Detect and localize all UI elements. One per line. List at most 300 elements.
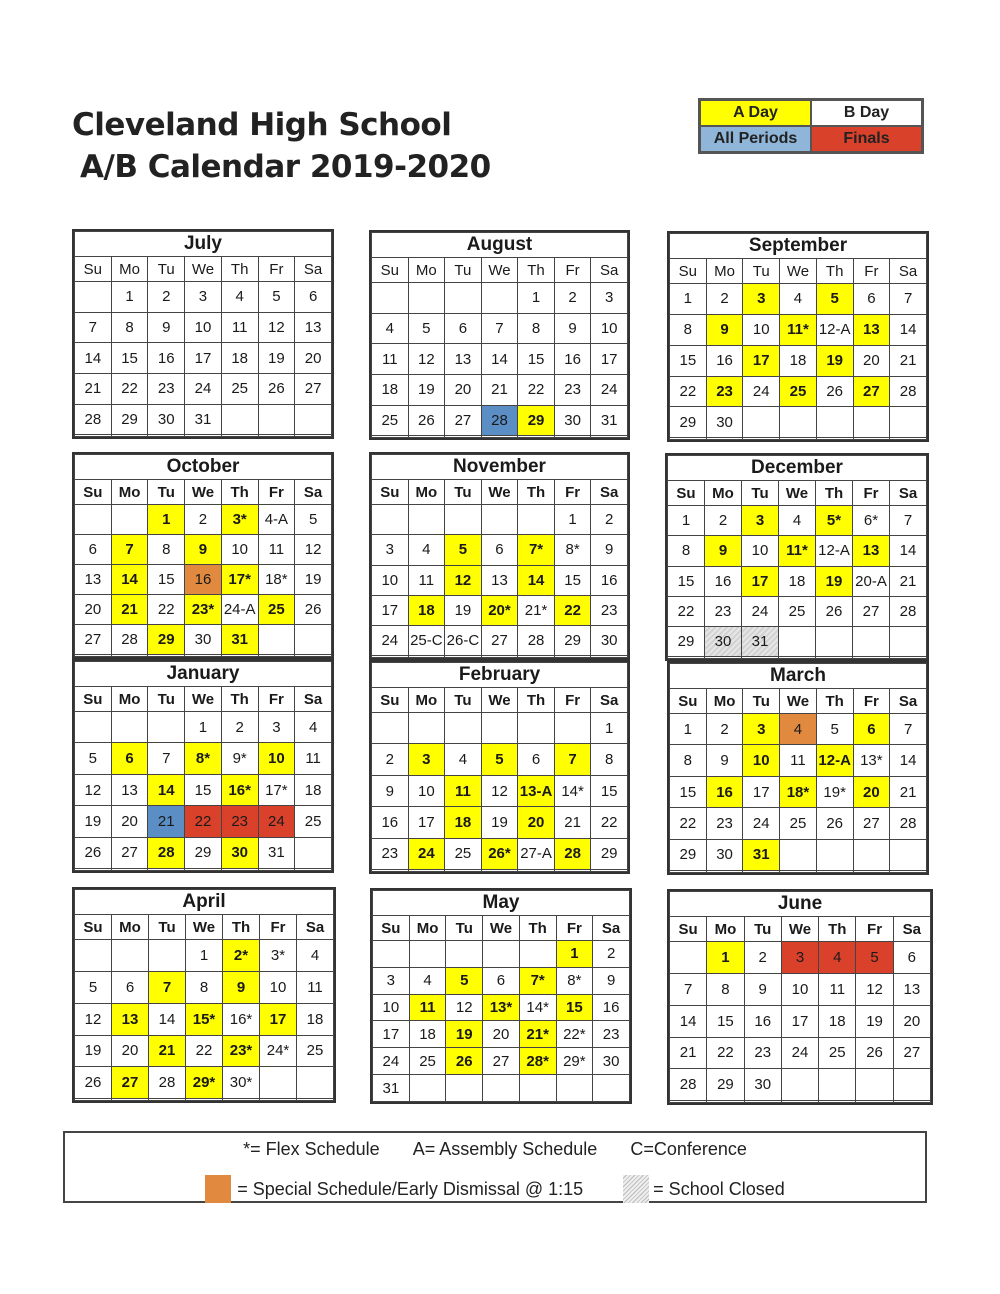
day-cell: 8 <box>707 973 744 1005</box>
day-cell: 19 <box>258 343 295 374</box>
day-cell: 26 <box>446 1048 483 1075</box>
empty-cell <box>591 436 628 438</box>
day-cell: 3 <box>372 535 409 565</box>
key-finals: Finals <box>811 126 922 152</box>
day-cell: 4 <box>819 942 856 974</box>
special-schedule-swatch <box>205 1175 231 1203</box>
day-cell: 18 <box>297 1003 334 1035</box>
week-row <box>372 535 628 565</box>
day-cell: 19 <box>856 1005 893 1037</box>
week-row <box>670 376 927 407</box>
week-row <box>670 942 931 974</box>
empty-cell <box>554 656 591 658</box>
day-cell: 14 <box>148 774 185 805</box>
day-cell: 25 <box>409 1048 446 1075</box>
week-row <box>670 407 927 438</box>
empty-cell <box>518 436 555 438</box>
day-cell: 9 <box>185 535 222 565</box>
weekday-header: We <box>779 481 816 506</box>
week-row <box>670 973 931 1005</box>
weekday-header: We <box>481 480 518 505</box>
day-cell: 9 <box>372 775 409 806</box>
day-cell: 21 <box>75 373 112 404</box>
day-cell: 3 <box>781 942 818 974</box>
weekday-header: Th <box>819 917 856 942</box>
day-cell: 6 <box>483 967 520 994</box>
empty-cell <box>780 871 817 873</box>
day-cell: 7 <box>149 971 186 1003</box>
symbol-legend <box>63 1131 927 1203</box>
day-cell: 23 <box>221 806 258 837</box>
day-cell: 17 <box>781 1005 818 1037</box>
empty-cell <box>556 1075 593 1102</box>
day-cell: 18 <box>445 807 482 838</box>
day-cell: 20 <box>853 776 890 807</box>
weekday-header: Sa <box>295 687 332 712</box>
day-cell: 22 <box>148 595 185 625</box>
weekday-header: Su <box>670 259 707 284</box>
week-row <box>373 967 630 994</box>
empty-cell <box>816 627 853 657</box>
day-cell: 14 <box>890 314 927 345</box>
week-row <box>668 566 927 596</box>
day-cell: 28 <box>149 1067 186 1099</box>
day-cell: 6 <box>481 535 518 565</box>
day-cell: 29 <box>185 837 222 868</box>
week-row <box>668 657 927 659</box>
day-cell: 16 <box>148 343 185 374</box>
day-cell: 4 <box>408 535 445 565</box>
empty-cell <box>112 940 149 972</box>
day-cell: 24 <box>743 376 780 407</box>
empty-cell <box>481 656 518 658</box>
day-cell: 1 <box>111 282 148 313</box>
week-row <box>75 312 332 343</box>
weekday-header: Su <box>372 480 409 505</box>
day-cell: 13 <box>295 312 332 343</box>
day-cell: 20* <box>481 595 518 625</box>
day-cell: 5 <box>258 282 295 313</box>
day-cell: 16 <box>706 345 743 376</box>
weekday-header: Sa <box>593 916 630 941</box>
empty-cell <box>148 655 185 657</box>
empty-cell <box>409 1075 446 1102</box>
day-cell: 19 <box>75 1035 112 1067</box>
month-calendar-january <box>72 659 334 873</box>
day-cell: 13* <box>483 994 520 1021</box>
week-row <box>75 595 332 625</box>
day-cell: 23 <box>706 376 743 407</box>
day-cell: 28 <box>481 405 518 436</box>
empty-cell <box>890 839 927 870</box>
day-cell: 31 <box>591 405 628 436</box>
week-row <box>372 595 628 625</box>
day-cell: 1 <box>591 713 628 744</box>
day-cell: 5 <box>816 284 853 315</box>
day-cell: 30 <box>705 627 742 657</box>
weekday-header: Sa <box>893 917 930 942</box>
empty-cell <box>554 713 591 744</box>
day-cell: 16 <box>591 565 628 595</box>
day-cell: 7 <box>111 535 148 565</box>
day-cell: 25 <box>297 1035 334 1067</box>
empty-cell <box>295 837 332 868</box>
day-cell: 11 <box>780 745 817 776</box>
day-cell: 7 <box>890 506 927 536</box>
day-cell: 22 <box>185 806 222 837</box>
day-cell: 22 <box>186 1035 223 1067</box>
empty-cell <box>445 713 482 744</box>
day-cell: 5 <box>408 313 445 344</box>
weekday-header: Sa <box>890 259 927 284</box>
week-row <box>75 435 332 437</box>
day-cell: 6 <box>111 743 148 774</box>
weekday-header: Mo <box>706 689 743 714</box>
week-row <box>75 404 332 435</box>
month-name: April <box>75 890 334 915</box>
empty-cell <box>408 870 445 872</box>
weekday-header: Su <box>75 257 112 282</box>
day-cell: 2 <box>705 506 742 536</box>
day-cell: 12 <box>481 775 518 806</box>
day-cell: 10 <box>185 312 222 343</box>
day-cell: 27 <box>893 1037 930 1069</box>
empty-cell <box>816 839 853 870</box>
month-grid <box>74 231 332 437</box>
week-row <box>372 775 628 806</box>
day-cell: 5 <box>816 714 853 745</box>
empty-cell <box>554 870 591 872</box>
month-calendar-september <box>667 231 929 442</box>
day-cell: 25 <box>372 405 409 436</box>
empty-cell <box>295 435 332 437</box>
empty-cell <box>445 505 482 535</box>
weekday-header: We <box>481 258 518 283</box>
day-cell: 3 <box>743 284 780 315</box>
day-cell: 5 <box>446 967 483 994</box>
day-cell: 1 <box>186 940 223 972</box>
empty-cell <box>221 655 258 657</box>
day-cell: 3 <box>742 506 779 536</box>
day-cell: 3 <box>591 283 628 314</box>
weekday-header: We <box>781 917 818 942</box>
day-cell: 29 <box>554 626 591 656</box>
week-row <box>372 283 628 314</box>
day-cell: 9 <box>744 973 781 1005</box>
day-cell: 18* <box>258 565 295 595</box>
empty-cell <box>670 942 707 974</box>
month-calendar-may <box>370 888 632 1104</box>
day-cell: 27 <box>111 837 148 868</box>
weekday-header: Sa <box>591 258 628 283</box>
day-cell: 10 <box>260 971 297 1003</box>
month-name: June <box>670 892 931 917</box>
empty-cell <box>781 1101 818 1103</box>
week-row <box>373 941 630 968</box>
weekday-header: Tu <box>149 915 186 940</box>
day-cell: 11 <box>819 973 856 1005</box>
day-cell: 1 <box>554 505 591 535</box>
day-cell: 28 <box>148 837 185 868</box>
day-cell: 11 <box>221 312 258 343</box>
weekday-header: Fr <box>258 480 295 505</box>
empty-cell <box>743 871 780 873</box>
month-name: November <box>372 455 628 480</box>
day-cell: 8 <box>591 744 628 775</box>
day-cell: 20 <box>445 374 482 405</box>
week-row <box>75 655 332 657</box>
week-row <box>372 505 628 535</box>
day-cell: 15* <box>186 1003 223 1035</box>
day-cell: 25 <box>780 376 817 407</box>
day-cell: 3 <box>258 712 295 743</box>
day-cell: 16 <box>744 1005 781 1037</box>
day-cell: 21 <box>111 595 148 625</box>
day-cell: 18 <box>408 595 445 625</box>
weekday-header: Su <box>75 480 112 505</box>
weekday-header: Mo <box>707 917 744 942</box>
week-row <box>372 807 628 838</box>
weekday-header: Tu <box>148 687 185 712</box>
week-row <box>670 871 927 873</box>
day-cell: 24 <box>408 838 445 869</box>
day-cell: 21 <box>890 566 927 596</box>
day-cell: 8* <box>556 967 593 994</box>
day-cell: 14 <box>111 565 148 595</box>
weekday-header: Th <box>816 481 853 506</box>
week-row <box>75 625 332 655</box>
day-cell: 3 <box>185 282 222 313</box>
day-cell: 6 <box>295 282 332 313</box>
day-cell: 9 <box>554 313 591 344</box>
day-cell: 19 <box>445 595 482 625</box>
weekday-header: Mo <box>111 687 148 712</box>
week-row <box>670 1101 931 1103</box>
day-cell: 31 <box>373 1075 410 1102</box>
empty-cell <box>149 1099 186 1101</box>
day-cell: 22* <box>556 1021 593 1048</box>
day-cell: 24 <box>743 808 780 839</box>
day-cell: 21* <box>518 595 555 625</box>
weekday-header: Fr <box>853 689 890 714</box>
legend-conference: C=Conference <box>630 1139 747 1159</box>
day-cell: 6 <box>75 535 112 565</box>
day-cell: 6* <box>853 506 890 536</box>
day-cell: 4 <box>295 712 332 743</box>
week-row <box>75 806 332 837</box>
empty-cell <box>816 438 853 440</box>
empty-cell <box>297 1067 334 1099</box>
empty-cell <box>149 940 186 972</box>
day-cell: 31 <box>743 839 780 870</box>
day-cell: 20 <box>111 806 148 837</box>
empty-cell <box>819 1101 856 1103</box>
day-cell: 1 <box>148 505 185 535</box>
empty-cell <box>75 869 112 871</box>
day-cell: 25 <box>445 838 482 869</box>
weekday-header: Th <box>221 257 258 282</box>
day-cell: 19 <box>75 806 112 837</box>
day-cell: 29 <box>707 1069 744 1101</box>
day-cell: 21* <box>519 1021 556 1048</box>
day-cell: 10 <box>408 775 445 806</box>
day-cell: 7 <box>75 312 112 343</box>
day-cell: 27 <box>112 1067 149 1099</box>
weekday-header: We <box>780 689 817 714</box>
day-cell: 8 <box>148 535 185 565</box>
empty-cell <box>853 871 890 873</box>
day-cell: 12-A <box>816 536 853 566</box>
empty-cell <box>519 1075 556 1102</box>
day-cell: 2 <box>744 942 781 974</box>
day-cell: 10 <box>743 745 780 776</box>
legend-assembly-schedule: A= Assembly Schedule <box>412 1139 598 1159</box>
weekday-header: Th <box>519 916 556 941</box>
day-cell: 18 <box>780 345 817 376</box>
day-cell: 21 <box>890 345 927 376</box>
day-cell: 24 <box>258 806 295 837</box>
empty-cell <box>445 283 482 314</box>
day-cell: 28* <box>519 1048 556 1075</box>
day-cell: 5 <box>481 744 518 775</box>
day-cell: 1 <box>707 942 744 974</box>
day-cell: 16 <box>372 807 409 838</box>
day-cell: 26 <box>816 596 853 626</box>
month-calendar-march <box>667 661 929 875</box>
day-cell: 22 <box>111 373 148 404</box>
empty-cell <box>554 436 591 438</box>
empty-cell <box>668 657 705 659</box>
empty-cell <box>221 869 258 871</box>
empty-cell <box>297 1099 334 1101</box>
weekday-header: Su <box>75 915 112 940</box>
month-name: February <box>372 663 628 688</box>
empty-cell <box>75 655 112 657</box>
weekday-header: Sa <box>295 257 332 282</box>
day-cell: 11 <box>258 535 295 565</box>
empty-cell <box>185 869 222 871</box>
day-cell: 4 <box>297 940 334 972</box>
week-row <box>75 343 332 374</box>
week-row <box>670 1069 931 1101</box>
week-row <box>373 1075 630 1102</box>
day-type-key <box>698 98 924 154</box>
legend-school-closed: = School Closed <box>653 1178 785 1199</box>
month-name: March <box>670 664 927 689</box>
day-cell: 15 <box>111 343 148 374</box>
day-cell: 29 <box>670 407 707 438</box>
day-cell: 2 <box>591 505 628 535</box>
day-cell: 20 <box>483 1021 520 1048</box>
day-cell: 15 <box>556 994 593 1021</box>
day-cell: 25 <box>295 806 332 837</box>
day-cell: 13 <box>893 973 930 1005</box>
day-cell: 8* <box>185 743 222 774</box>
day-cell: 18 <box>295 774 332 805</box>
empty-cell <box>780 407 817 438</box>
day-cell: 16* <box>221 774 258 805</box>
day-cell: 23 <box>706 808 743 839</box>
month-grid <box>669 233 927 440</box>
day-cell: 25 <box>779 596 816 626</box>
day-cell: 8 <box>668 536 705 566</box>
week-row <box>75 712 332 743</box>
day-cell: 20-A <box>853 566 890 596</box>
weekday-header: Su <box>373 916 410 941</box>
day-cell: 22 <box>591 807 628 838</box>
empty-cell <box>408 436 445 438</box>
day-cell: 22 <box>707 1037 744 1069</box>
empty-cell <box>372 713 409 744</box>
day-cell: 20 <box>853 345 890 376</box>
day-cell: 13 <box>112 1003 149 1035</box>
week-row <box>668 506 927 536</box>
day-cell: 7* <box>519 967 556 994</box>
day-cell: 7 <box>670 973 707 1005</box>
weekday-header: Tu <box>445 688 482 713</box>
empty-cell <box>780 438 817 440</box>
week-row <box>670 714 927 745</box>
day-cell: 2 <box>372 744 409 775</box>
month-name: September <box>670 234 927 259</box>
day-cell: 17* <box>258 774 295 805</box>
empty-cell <box>481 713 518 744</box>
empty-cell <box>185 655 222 657</box>
day-cell: 16* <box>223 1003 260 1035</box>
day-cell: 17 <box>742 566 779 596</box>
empty-cell <box>856 1069 893 1101</box>
day-cell: 9 <box>705 536 742 566</box>
empty-cell <box>295 869 332 871</box>
weekday-header: We <box>185 480 222 505</box>
month-name: July <box>75 232 332 257</box>
day-cell: 29* <box>186 1067 223 1099</box>
day-cell: 12 <box>408 344 445 375</box>
legend-flex-schedule: *= Flex Schedule <box>243 1139 380 1159</box>
day-cell: 5 <box>295 505 332 535</box>
weekday-header: Su <box>670 689 707 714</box>
month-grid <box>669 663 927 873</box>
day-cell: 4 <box>445 744 482 775</box>
day-cell: 30 <box>593 1048 630 1075</box>
empty-cell <box>481 870 518 872</box>
weekday-header: Tu <box>742 481 779 506</box>
day-cell: 26-C <box>445 626 482 656</box>
weekday-header: Sa <box>591 688 628 713</box>
empty-cell <box>890 871 927 873</box>
day-cell: 18 <box>819 1005 856 1037</box>
empty-cell <box>519 941 556 968</box>
empty-cell <box>853 839 890 870</box>
day-cell: 27 <box>445 405 482 436</box>
day-cell: 17 <box>372 595 409 625</box>
legend-special-schedule: = Special Schedule/Early Dismissal @ 1:15 <box>237 1178 584 1199</box>
day-cell: 25 <box>258 595 295 625</box>
weekday-header: Mo <box>408 258 445 283</box>
day-cell: 9 <box>148 312 185 343</box>
day-cell: 21 <box>670 1037 707 1069</box>
empty-cell <box>819 1069 856 1101</box>
day-cell: 21 <box>149 1035 186 1067</box>
month-calendar-august <box>369 230 630 440</box>
empty-cell <box>221 404 258 435</box>
weekday-header: Sa <box>295 480 332 505</box>
day-cell: 27 <box>853 596 890 626</box>
day-cell: 8 <box>518 313 555 344</box>
day-cell: 11 <box>297 971 334 1003</box>
empty-cell <box>260 1067 297 1099</box>
month-calendar-november <box>369 452 630 660</box>
